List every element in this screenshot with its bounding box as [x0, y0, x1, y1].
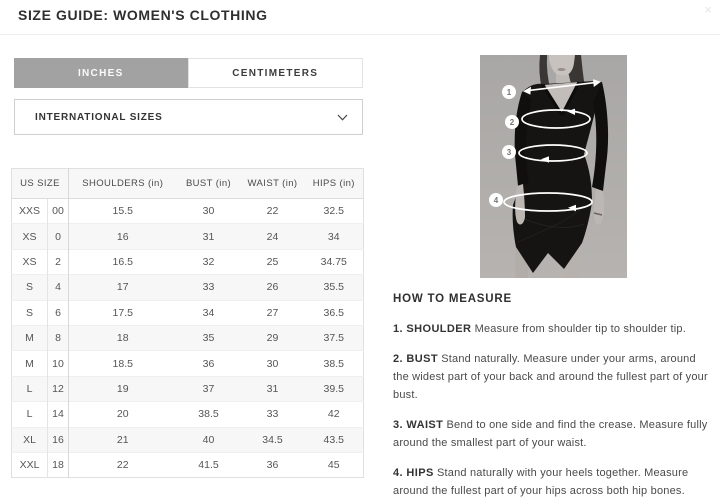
size-cell: 38.5 — [177, 402, 241, 427]
size-cell: 35 — [177, 325, 241, 350]
size-row — [12, 249, 364, 274]
size-cell: 22 — [69, 452, 177, 477]
size-cell: 37.5 — [305, 325, 364, 350]
size-cell: 10 — [48, 351, 69, 376]
size-cell: 33 — [241, 402, 305, 427]
size-cell: 29 — [241, 325, 305, 350]
size-row — [12, 199, 364, 224]
size-cell: 31 — [241, 376, 305, 401]
size-row — [12, 224, 364, 249]
size-cell: 17.5 — [69, 300, 177, 325]
size-cell: 27 — [241, 300, 305, 325]
size-cell: 19 — [69, 376, 177, 401]
size-cell: 14 — [48, 402, 69, 427]
size-cell: 18.5 — [69, 351, 177, 376]
size-cell: 00 — [48, 199, 69, 224]
header-divider — [0, 34, 720, 35]
tab-inches[interactable]: INCHES — [14, 58, 188, 88]
size-cell: 42 — [305, 402, 364, 427]
chevron-down-icon — [337, 114, 348, 121]
measure-step: 1. SHOULDER Measure from shoulder tip to shoulder tip. — [393, 323, 687, 335]
size-cell: 41.5 — [177, 452, 241, 477]
size-cell: L — [12, 402, 48, 427]
measure-step-label: 1. SHOULDER — [393, 323, 472, 335]
size-cell: 38.5 — [305, 351, 364, 376]
size-row — [12, 351, 364, 376]
size-cell: M — [12, 325, 48, 350]
size-cell: 15.5 — [69, 199, 177, 224]
size-cell: 34.75 — [305, 249, 364, 274]
size-row — [12, 300, 364, 325]
measure-step-label: 2. BUST — [393, 353, 438, 365]
size-cell: 30 — [241, 351, 305, 376]
size-cell: 34.5 — [241, 427, 305, 452]
size-cell: 34 — [177, 300, 241, 325]
size-cell: 16 — [69, 224, 177, 249]
size-cell: 20 — [69, 402, 177, 427]
size-cell: 36 — [241, 452, 305, 477]
size-cell: 22 — [241, 199, 305, 224]
size-cell: 8 — [48, 325, 69, 350]
size-cell: 45 — [305, 452, 364, 477]
size-cell: XS — [12, 224, 48, 249]
size-cell: L — [12, 376, 48, 401]
size-cell: S — [12, 300, 48, 325]
size-cell: 25 — [241, 249, 305, 274]
size-cell: XS — [12, 249, 48, 274]
size-cell: 18 — [69, 325, 177, 350]
international-sizes-dropdown[interactable] — [14, 99, 363, 135]
size-row — [12, 427, 364, 452]
size-cell: 12 — [48, 376, 69, 401]
size-cell: 24 — [241, 224, 305, 249]
size-cell: 32 — [177, 249, 241, 274]
size-row — [12, 452, 364, 477]
size-cell: XXS — [12, 199, 48, 224]
size-cell: 37 — [177, 376, 241, 401]
size-cell: 31 — [177, 224, 241, 249]
size-cell: 6 — [48, 300, 69, 325]
size-cell: 40 — [177, 427, 241, 452]
size-table-header-row — [12, 169, 364, 199]
model-photo — [480, 55, 627, 278]
size-cell: 16 — [48, 427, 69, 452]
col-hips: HIPS (in) — [305, 169, 364, 199]
marker-1: 1 — [506, 88, 512, 97]
measure-step: 4. HIPS Stand naturally with your heels together. Measure around the fullest part of your hips across both hip bones. — [393, 467, 689, 497]
size-cell: 36 — [177, 351, 241, 376]
size-cell: XXL — [12, 452, 48, 477]
size-cell: S — [12, 275, 48, 300]
dropdown-value: INTERNATIONAL SIZES — [35, 111, 163, 123]
size-table — [11, 168, 364, 478]
size-cell: 0 — [48, 224, 69, 249]
size-table-body — [12, 199, 364, 478]
how-to-measure-heading: HOW TO MEASURE — [393, 293, 512, 305]
size-cell: 21 — [69, 427, 177, 452]
size-cell: 4 — [48, 275, 69, 300]
unit-tabs — [14, 58, 363, 88]
size-cell: 33 — [177, 275, 241, 300]
marker-4: 4 — [493, 196, 499, 205]
size-cell: 39.5 — [305, 376, 364, 401]
size-cell: 32.5 — [305, 199, 364, 224]
size-cell: 30 — [177, 199, 241, 224]
size-row — [12, 325, 364, 350]
marker-2: 2 — [509, 118, 515, 127]
close-icon[interactable]: × — [704, 2, 712, 17]
size-row — [12, 376, 364, 401]
col-us-size: US SIZE — [12, 169, 69, 199]
marker-3: 3 — [506, 148, 512, 157]
measure-step-label: 4. HIPS — [393, 467, 434, 479]
size-cell: 35.5 — [305, 275, 364, 300]
size-cell: 2 — [48, 249, 69, 274]
size-cell: M — [12, 351, 48, 376]
size-cell: 26 — [241, 275, 305, 300]
col-waist: WAIST (in) — [241, 169, 305, 199]
size-row — [12, 402, 364, 427]
measure-step-label: 3. WAIST — [393, 419, 444, 431]
tab-centimeters[interactable]: CENTIMETERS — [188, 58, 364, 88]
measure-steps — [393, 320, 711, 504]
col-bust: BUST (in) — [177, 169, 241, 199]
size-cell: 17 — [69, 275, 177, 300]
size-cell: 16.5 — [69, 249, 177, 274]
measure-step: 3. WAIST Bend to one side and find the crease. Measure fully around the smallest part of your waist. — [393, 419, 708, 449]
size-cell: 18 — [48, 452, 69, 477]
size-cell: 34 — [305, 224, 364, 249]
size-cell: XL — [12, 427, 48, 452]
page-title: SIZE GUIDE: WOMEN'S CLOTHING — [18, 7, 268, 23]
col-shoulders: SHOULDERS (in) — [69, 169, 177, 199]
size-row — [12, 275, 364, 300]
size-cell: 36.5 — [305, 300, 364, 325]
size-cell: 43.5 — [305, 427, 364, 452]
measure-step: 2. BUST Stand naturally. Measure under your arms, around the widest part of your back and around the fullest part of your bust. — [393, 353, 708, 401]
